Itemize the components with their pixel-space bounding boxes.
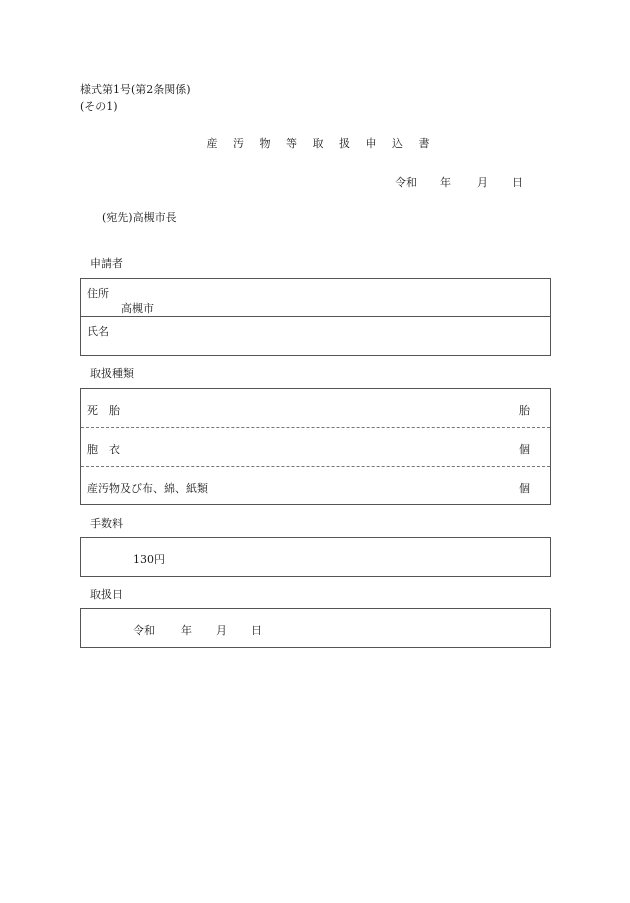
type-row-soiled-materials[interactable]: [81, 467, 550, 506]
form-number: 様式第1号(第2条関係): [80, 83, 191, 96]
fee-section-label: 手数料: [90, 517, 123, 530]
handling-date-month-unit: 月: [216, 624, 227, 637]
form-sub-number: (その1): [80, 100, 118, 113]
addressee: (宛先)高槻市長: [102, 211, 177, 224]
type-unit: 胎: [519, 404, 530, 417]
address-value: 高槻市: [121, 302, 154, 315]
date-month-unit: 月: [477, 176, 488, 189]
date-year-unit: 年: [440, 176, 451, 189]
date-era: 令和: [395, 176, 417, 189]
handling-types-section-label: 取扱種類: [90, 367, 134, 380]
applicant-section-label: 申請者: [90, 257, 123, 270]
type-unit: 個: [519, 443, 530, 456]
handling-date-section-label: 取扱日: [90, 588, 123, 601]
type-row-placenta[interactable]: [81, 428, 550, 467]
type-name: 産汚物及び布、綿、紙類: [87, 482, 208, 495]
name-row[interactable]: [81, 317, 550, 356]
type-name: 死 胎: [87, 404, 120, 417]
fee-box: [80, 537, 551, 577]
address-row[interactable]: [81, 279, 550, 317]
address-label: 住所: [87, 287, 109, 300]
type-row-stillbirth[interactable]: [81, 389, 550, 428]
applicant-box: [80, 278, 551, 356]
type-name: 胞 衣: [87, 443, 120, 456]
date-day-unit: 日: [512, 176, 523, 189]
name-label: 氏名: [87, 325, 109, 338]
fee-value: 130円: [133, 553, 165, 566]
document-title: 産 汚 物 等 取 扱 申 込 書: [206, 137, 436, 150]
handling-date-day-unit: 日: [251, 624, 262, 637]
handling-date-box[interactable]: [80, 608, 551, 648]
handling-date-era: 令和: [133, 624, 155, 637]
handling-date-year-unit: 年: [181, 624, 192, 637]
handling-types-box: [80, 388, 551, 505]
type-unit: 個: [519, 482, 530, 495]
